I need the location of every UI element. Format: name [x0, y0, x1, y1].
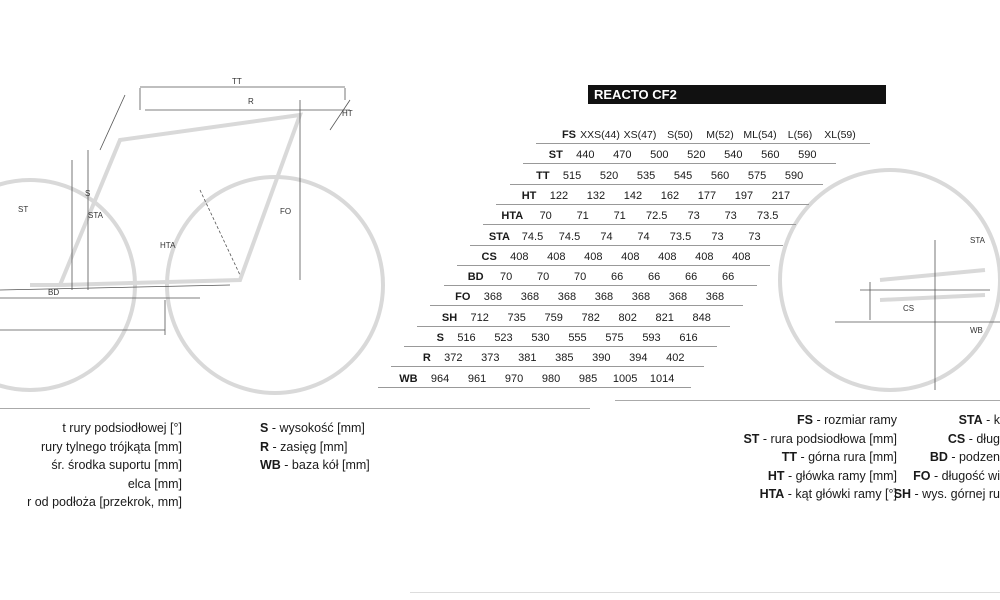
diagram-label-sta: STA — [88, 211, 103, 220]
legend-item — [768, 469, 897, 483]
table-cell: 66 — [610, 271, 624, 284]
legend-text: r od podłoża [przekrok, mm] — [27, 495, 182, 509]
legend-text: t rury podsiodłowej [°] — [62, 421, 182, 435]
table-cell: 980 — [541, 372, 561, 385]
row-underline — [430, 305, 743, 306]
table-cell: 122 — [549, 189, 569, 202]
size-header-cell: L(56) — [787, 129, 813, 141]
table-cell: 368 — [483, 291, 503, 304]
table-cell: 590 — [784, 169, 804, 182]
table-cell: 408 — [510, 250, 529, 263]
row-underline — [378, 387, 691, 388]
table-cell: 575 — [747, 169, 767, 182]
table-cell: 500 — [650, 149, 669, 162]
table-cell: 970 — [504, 372, 524, 385]
table-cell: 74 — [600, 230, 613, 243]
row-label: S — [436, 332, 444, 344]
table-cell: 74.5 — [558, 230, 581, 243]
row-label: CS — [481, 250, 497, 263]
legend-text: - k — [982, 413, 1000, 427]
table-cell: 73.5 — [756, 210, 779, 223]
row-label: FS — [561, 129, 576, 141]
diagram-label-ht: HT — [342, 109, 353, 118]
table-cell: 381 — [518, 352, 537, 365]
table-cell: 72.5 — [645, 210, 668, 223]
row-underline — [510, 184, 823, 185]
row-label: TT — [536, 169, 550, 182]
table-cell: 1014 — [649, 372, 675, 385]
table-cell: 593 — [642, 332, 661, 344]
table-cell: 74 — [637, 230, 650, 243]
table-cell: 1005 — [612, 372, 638, 385]
legend-key: CS — [947, 431, 966, 446]
legend-item — [743, 432, 897, 446]
legend-key: ST — [743, 431, 760, 446]
legend-text: rury tylnego trójkąta [mm] — [40, 439, 182, 454]
table-cell: 197 — [734, 189, 754, 202]
table-cell: 520 — [599, 169, 619, 182]
diagram-label-tt: TT — [232, 77, 242, 86]
table-cell: 70 — [499, 271, 513, 284]
row-underline — [523, 163, 836, 164]
table-cell: 535 — [636, 169, 656, 182]
table-cell: 408 — [732, 250, 751, 263]
table-cell: 520 — [687, 149, 706, 162]
row-underline — [496, 204, 809, 205]
row-underline — [404, 346, 717, 347]
row-label: BD — [467, 271, 484, 284]
row-label: ST — [548, 149, 563, 162]
legend-item — [260, 440, 348, 454]
legend-item — [760, 487, 897, 501]
legend-item — [948, 432, 1000, 446]
table-cell: 545 — [673, 169, 693, 182]
table-cell: 964 — [430, 372, 450, 385]
row-underline — [444, 285, 757, 286]
table-cell: 368 — [557, 291, 577, 304]
table-cell: 177 — [697, 189, 717, 202]
legend-key: HT — [767, 468, 785, 483]
table-cell: 516 — [457, 332, 476, 344]
table-cell: 961 — [467, 372, 487, 385]
row-underline — [470, 245, 783, 246]
table-cell: 408 — [621, 250, 640, 263]
row-label: SH — [441, 311, 458, 324]
diagram-label-bd: BD — [48, 288, 60, 297]
diagram-label-fo: FO — [280, 207, 292, 216]
legend-key: FO — [913, 468, 931, 483]
table-cell: 560 — [761, 149, 780, 162]
legend-item — [894, 487, 1000, 501]
legend-text: - zasięg [mm] — [269, 439, 348, 454]
diagram-label-s: S — [85, 189, 91, 198]
diagram-label-sta-right: STA — [970, 236, 985, 245]
table-cell: 142 — [623, 189, 643, 202]
table-cell: 385 — [555, 352, 574, 365]
divider-right — [615, 400, 1000, 401]
table-cell: 66 — [647, 271, 661, 284]
row-label: HT — [521, 189, 537, 202]
legend-key: STA — [958, 413, 983, 427]
legend-text: - dług — [965, 431, 1000, 446]
legend-text: śr. środka suportu [mm] — [51, 458, 182, 472]
table-cell: 782 — [581, 311, 600, 324]
table-cell: 523 — [494, 332, 513, 344]
table-cell: 440 — [576, 149, 595, 162]
legend-text: - rozmiar ramy — [812, 413, 897, 427]
table-cell: 530 — [531, 332, 550, 344]
row-underline — [391, 366, 704, 367]
table-cell: 394 — [629, 352, 648, 365]
diagram-label-wb: WB — [970, 326, 983, 335]
size-header-cell: XS(47) — [623, 129, 657, 141]
table-cell: 372 — [444, 352, 463, 365]
size-header-cell: XXS(44) — [580, 129, 620, 141]
legend-text: - podzen — [947, 450, 1000, 464]
legend-item — [260, 458, 370, 472]
table-cell: 73 — [687, 210, 700, 223]
row-underline — [417, 326, 730, 327]
table-cell: 470 — [613, 149, 632, 162]
legend-item — [41, 440, 182, 454]
table-cell: 712 — [470, 311, 489, 324]
table-cell: 70 — [539, 210, 552, 223]
legend-item — [797, 413, 897, 427]
legend-key: S — [260, 421, 269, 435]
row-label: FO — [455, 291, 471, 304]
table-cell: 132 — [586, 189, 606, 202]
table-cell: 73 — [748, 230, 761, 243]
row-label: WB — [399, 372, 418, 385]
diagram-label-r: R — [248, 97, 254, 106]
row-underline — [483, 224, 796, 225]
table-title: REACTO CF2 — [588, 85, 886, 104]
diagram-label-st: ST — [18, 205, 29, 214]
table-cell: 759 — [544, 311, 563, 324]
legend-text: - wys. górnej ru — [911, 487, 1000, 501]
table-cell: 373 — [481, 352, 500, 365]
table-cell: 540 — [724, 149, 743, 162]
legend-item — [913, 469, 1000, 483]
table-cell: 821 — [655, 311, 674, 324]
size-header-cell: S(50) — [667, 129, 693, 141]
size-header-cell: XL(59) — [824, 129, 856, 141]
legend-text: - górna rura [mm] — [796, 450, 897, 464]
table-cell: 408 — [695, 250, 714, 263]
legend-text: elca [mm] — [127, 476, 182, 491]
legend-item — [51, 458, 182, 472]
row-underline — [457, 265, 770, 266]
table-cell: 515 — [562, 169, 582, 182]
table-cell: 74.5 — [521, 230, 544, 243]
table-cell: 70 — [573, 271, 587, 284]
table-cell: 368 — [668, 291, 688, 304]
table-cell: 735 — [507, 311, 526, 324]
footer-line — [410, 592, 1000, 593]
legend-item — [128, 477, 182, 491]
legend-text: - długość wi — [930, 468, 1000, 483]
row-underline — [536, 143, 870, 144]
divider-left — [0, 408, 590, 409]
legend-key: SH — [893, 487, 912, 501]
size-header-cell: ML(54) — [743, 129, 777, 141]
legend-key: HTA — [759, 487, 785, 501]
legend-item — [62, 421, 182, 435]
table-cell: 368 — [594, 291, 614, 304]
legend-item — [260, 421, 365, 435]
table-cell: 73 — [724, 210, 737, 223]
legend-text: - główka ramy [mm] — [784, 468, 897, 483]
row-label: HTA — [501, 210, 524, 223]
table-cell: 590 — [798, 149, 817, 162]
row-label: STA — [488, 230, 510, 243]
table-cell: 848 — [692, 311, 711, 324]
diagram-label-cs: CS — [903, 304, 915, 313]
legend-text: - kąt główki ramy [°] — [784, 487, 897, 501]
size-header-cell: M(52) — [706, 129, 734, 141]
table-cell: 368 — [520, 291, 540, 304]
table-cell: 368 — [631, 291, 651, 304]
table-cell: 985 — [578, 372, 598, 385]
diagram-label-hta: HTA — [160, 241, 176, 250]
table-cell: 66 — [684, 271, 698, 284]
table-cell: 408 — [584, 250, 603, 263]
table-cell: 71 — [613, 210, 626, 223]
table-cell: 70 — [536, 271, 550, 284]
table-cell: 555 — [568, 332, 587, 344]
legend-text: - baza kół [mm] — [280, 458, 370, 472]
legend-item — [959, 413, 1000, 427]
legend-key: R — [260, 439, 270, 454]
table-cell: 162 — [660, 189, 680, 202]
legend-key: TT — [781, 450, 797, 464]
table-cell: 390 — [592, 352, 611, 365]
table-cell: 616 — [679, 332, 698, 344]
table-cell: 408 — [547, 250, 566, 263]
table-cell: 802 — [618, 311, 637, 324]
legend-key: FS — [796, 413, 813, 427]
table-cell: 217 — [771, 189, 791, 202]
legend-text: - rura podsiodłowa [mm] — [759, 431, 897, 446]
row-label: R — [422, 352, 431, 365]
table-cell: 402 — [666, 352, 685, 365]
legend-key: BD — [929, 450, 948, 464]
table-cell: 71 — [576, 210, 589, 223]
table-cell: 73 — [711, 230, 724, 243]
legend-key: WB — [260, 458, 281, 472]
legend-item — [27, 495, 182, 509]
table-cell: 73.5 — [669, 230, 692, 243]
table-cell: 560 — [710, 169, 730, 182]
legend-item — [930, 450, 1000, 464]
legend-item — [782, 450, 897, 464]
table-cell: 368 — [705, 291, 725, 304]
table-cell: 66 — [721, 271, 735, 284]
legend-text: - wysokość [mm] — [268, 421, 365, 435]
table-cell: 575 — [605, 332, 624, 344]
table-cell: 408 — [658, 250, 677, 263]
